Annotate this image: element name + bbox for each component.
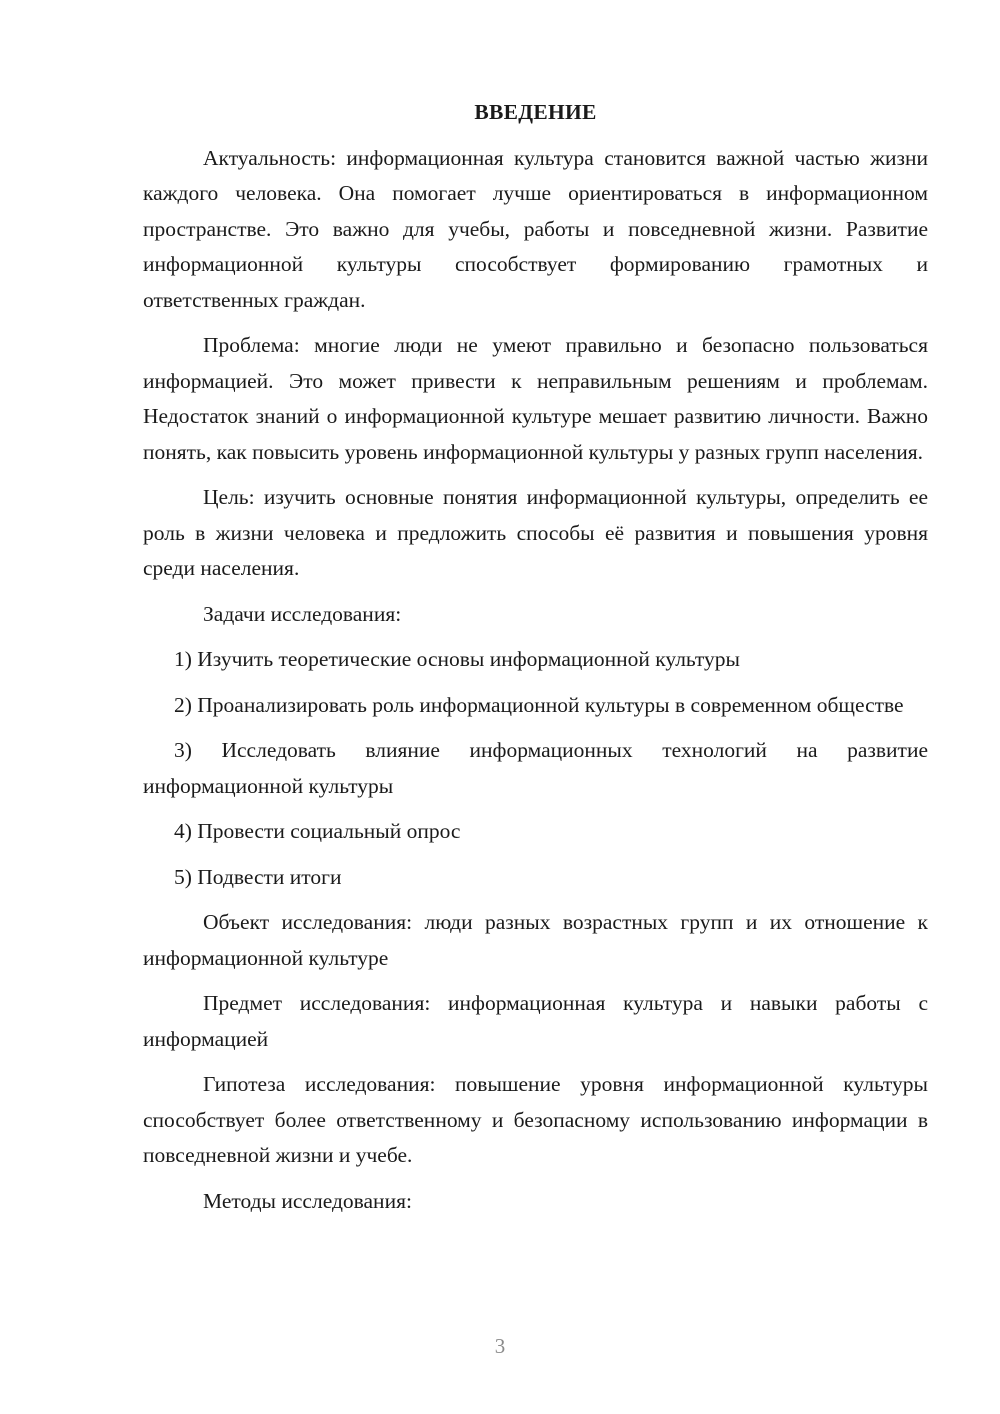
- section-title: ВВЕДЕНИЕ: [474, 100, 597, 124]
- paragraph-subject: Предмет исследования: информационная культура и навыки работы с информацией: [143, 991, 928, 1051]
- paragraph-relevance: Актуальность: информационная культура становится важной частью жизни каждого человека. Она помогает лучше ориентироваться в информационном пространстве. Это важно для учебы, работы и повседневной жизни. Развитие информационной культуры способствует формированию грамотных и ответственных граждан.: [143, 145, 928, 312]
- task-item-1: 1) Изучить теоретические основы информационной культуры: [174, 647, 740, 671]
- paragraph-problem: Проблема: многие люди не умеют правильно и безопасно пользоваться информацией. Это может привести к неправильным решениям и проблемам. Недостаток знаний о информационной культуре мешает развитию личности. Важно понять, как повысить уровень информационной культуры у разных групп населения.: [143, 333, 928, 464]
- task-item-5: 5) Подвести итоги: [174, 864, 342, 889]
- methods-heading: Методы исследования:: [203, 1188, 412, 1213]
- task-item-4: 4) Провести социальный опрос: [174, 819, 461, 843]
- task-item-3: 3) Исследовать влияние информационных технологий на развитие информационной культуры: [143, 738, 928, 798]
- task-item-2: 2) Проанализировать роль информационной культуры в современном обществе: [174, 692, 904, 717]
- paragraph-hypothesis: Гипотеза исследования: повышение уровня информационной культуры способствует более ответственному и безопасному использованию информации в повседневной жизни и учебе.: [143, 1072, 928, 1167]
- page-content: [143, 95, 928, 1229]
- paragraph-object: Объект исследования: люди разных возрастных групп и их отношение к информационной культуре: [143, 910, 928, 970]
- page-number: 3: [494, 1334, 506, 1358]
- paragraph-goal: Цель: изучить основные понятия информационной культуры, определить ее роль в жизни человека и предложить способы её развития и повышения уровня среди населения.: [143, 485, 928, 580]
- tasks-heading: Задачи исследования:: [203, 601, 402, 626]
